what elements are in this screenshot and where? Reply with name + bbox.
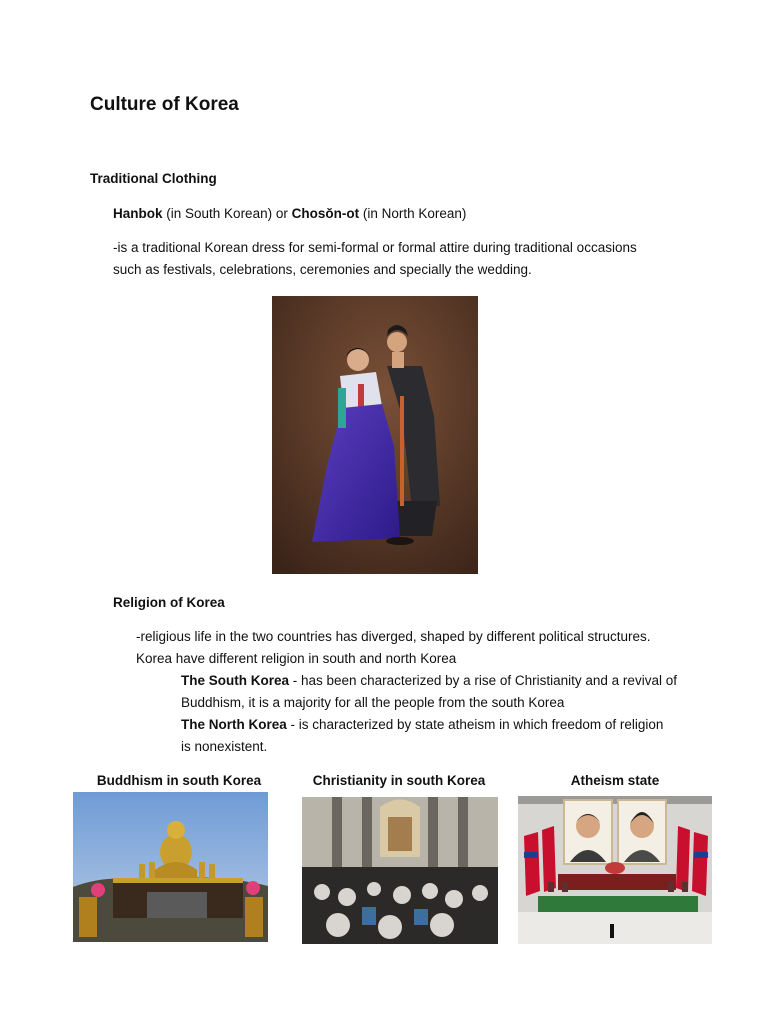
- term-hanbok: Hanbok: [113, 206, 163, 221]
- caption-christianity: Christianity in south Korea: [312, 773, 486, 788]
- section-heading-clothing: Traditional Clothing: [90, 171, 217, 186]
- north-korea-line-2: is nonexistent.: [181, 739, 268, 754]
- term-hanbok-note: (in South Korean) or: [162, 206, 292, 221]
- religion-line-1: -religious life in the two countries has diverged, shaped by different political structures.: [136, 629, 651, 644]
- page-title: Culture of Korea: [90, 94, 239, 115]
- hanbok-couple-photo: [272, 296, 478, 574]
- religion-line-2: Korea have different religion in south and north Korea: [136, 651, 457, 666]
- atheism-state-photo: [518, 796, 712, 944]
- term-choson-ot: Chosŏn-ot: [291, 206, 360, 221]
- hanbok-line: [113, 203, 466, 225]
- north-korea-line-1: [181, 714, 663, 736]
- north-korea-label: The North Korea: [181, 717, 287, 732]
- term-choson-ot-note: (in North Korean): [359, 206, 467, 221]
- buddhism-photo: [73, 792, 268, 942]
- clothing-description-line-1: -is a traditional Korean dress for semi-formal or formal attire during traditional occasions: [113, 240, 637, 255]
- south-korea-text: - has been characterized by a rise of Christianity and a revival of: [289, 673, 677, 688]
- south-korea-label: The South Korea: [181, 673, 290, 688]
- north-korea-text: - is characterized by state atheism in which freedom of religion: [286, 717, 664, 732]
- section-heading-religion: Religion of Korea: [113, 595, 225, 610]
- christianity-photo: [302, 797, 498, 944]
- clothing-description-line-2: such as festivals, celebrations, ceremonies and specially the wedding.: [113, 262, 532, 277]
- south-korea-line-2: Buddhism, it is a majority for all the people from the south Korea: [181, 695, 565, 710]
- caption-buddhism: Buddhism in south Korea: [96, 773, 262, 788]
- caption-atheism: Atheism state: [570, 773, 660, 788]
- south-korea-line-1: [181, 670, 677, 692]
